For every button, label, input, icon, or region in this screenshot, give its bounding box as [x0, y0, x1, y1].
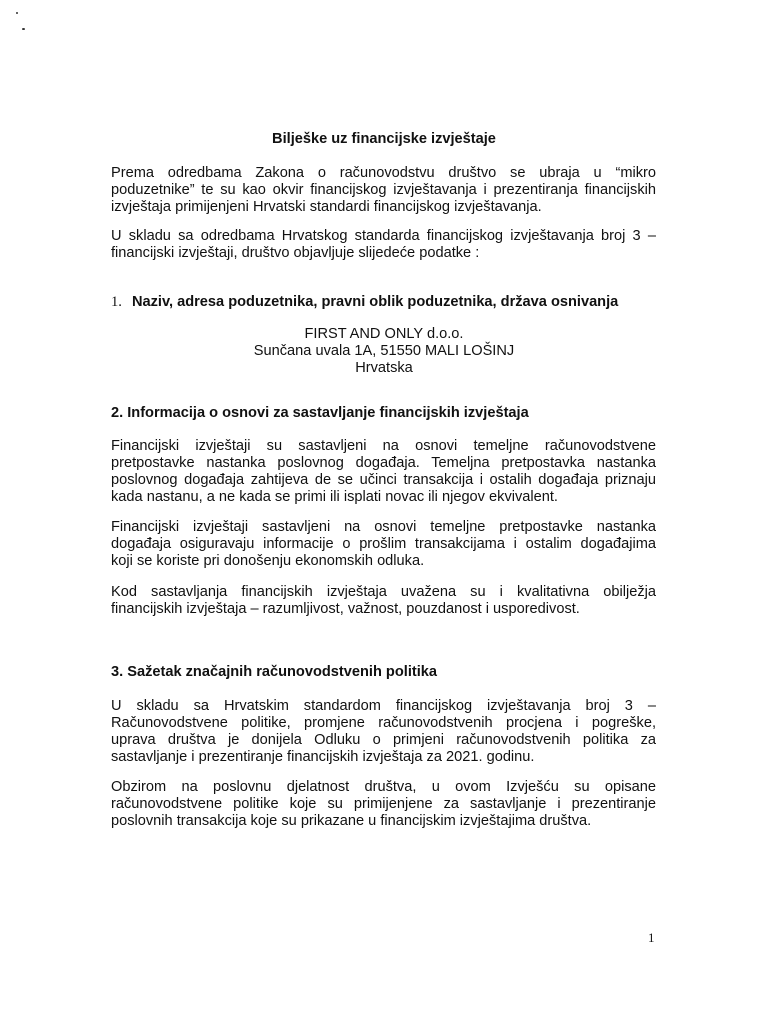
- section-number: 1.: [111, 294, 122, 310]
- text-line: poduzetnike” te su kao okvir financijskog izvještavanja i prezentiranja financijskih: [111, 182, 656, 198]
- text-line: kada nastanu, a ne kada se primi ili isplati novac ili njegov ekvivalent.: [111, 489, 558, 505]
- company-name: FIRST AND ONLY d.o.o.: [304, 326, 464, 342]
- scan-speck: [22, 28, 25, 30]
- intro-paragraph-2: [111, 228, 656, 262]
- text-line: Kod sastavljanja financijskih izvještaja uvažena su i kvalitativna obilježja: [111, 584, 656, 600]
- company-country: Hrvatska: [355, 360, 413, 376]
- text-line: financijski izvještaji, društvo objavljuje slijedeće podatke :: [111, 245, 480, 261]
- text-line: događaja osiguravaju informacije o prošlim transakcijama i ostalim događajima: [111, 536, 656, 552]
- company-address: Sunčana uvala 1A, 51550 MALI LOŠINJ: [253, 343, 515, 359]
- section-2-paragraph-1: [111, 438, 656, 506]
- intro-paragraph: [111, 165, 656, 216]
- page-number: 1: [648, 930, 655, 945]
- section-3-paragraph-2: [111, 779, 656, 830]
- section-3-paragraph-1: [111, 698, 656, 766]
- text-line: Obzirom na poslovnu djelatnost društva, u ovom Izvješću su opisane: [111, 779, 656, 795]
- text-line: Financijski izvještaji sastavljeni na osnovi temeljne pretpostavke nastanka: [111, 519, 656, 535]
- text-line: poslovnih transakcija koje su prikazane u financijskim izvještajima društva.: [111, 813, 592, 829]
- section-heading-text: Naziv, adresa poduzetnika, pravni oblik poduzetnika, država osnivanja: [131, 294, 619, 310]
- text-line: Financijski izvještaji su sastavljeni na osnovi temeljne računovodstvene: [111, 438, 656, 454]
- section-1-heading: [111, 294, 618, 311]
- text-line: pretpostavke nastanka poslovnog događaja. Temeljna pretpostavka nastanka: [111, 455, 656, 471]
- text-line: koji se koriste pri donošenju ekonomskih odluka.: [111, 553, 425, 569]
- document-title: Bilješke uz financijske izvještaje: [272, 131, 496, 147]
- text-line: izvještaja primijenjeni Hrvatski standardi financijskog izvještavanja.: [111, 199, 542, 215]
- company-info: [0, 326, 768, 377]
- text-line: računovodstvene politike koje su primijenjene za sastavljanje i prezentiranje: [111, 796, 656, 812]
- text-line: Prema odredbama Zakona o računovodstvu društvo se ubraja u “mikro: [111, 165, 656, 181]
- text-line: Računovodstvene politike, promjene računovodstvenih procjena i pogreške,: [111, 715, 656, 731]
- scan-speck: [16, 12, 18, 14]
- section-3-heading: 3. Sažetak značajnih računovodstvenih politika: [111, 664, 438, 680]
- text-line: poslovnog događaja zahtijeva de se učinci transakcija i ostalih događaja priznaju: [111, 472, 656, 488]
- text-line: U skladu sa odredbama Hrvatskog standarda financijskog izvještavanja broj 3 –: [111, 228, 656, 244]
- text-line: sastavljanje i prezentiranje financijskih izvještaja za 2021. godinu.: [111, 749, 535, 765]
- text-line: uprava društva je donijela Odluku o primjeni računovodstvenih politika za: [111, 732, 656, 748]
- section-2-paragraph-3: [111, 584, 656, 618]
- section-2-heading: 2. Informacija o osnovi za sastavljanje financijskih izvještaja: [111, 405, 529, 421]
- text-line: financijskih izvještaja – razumljivost, važnost, pouzdanost i usporedivost.: [111, 601, 580, 617]
- section-2-paragraph-2: [111, 519, 656, 570]
- text-line: U skladu sa Hrvatskim standardom financijskog izvještavanja broj 3 –: [111, 698, 656, 714]
